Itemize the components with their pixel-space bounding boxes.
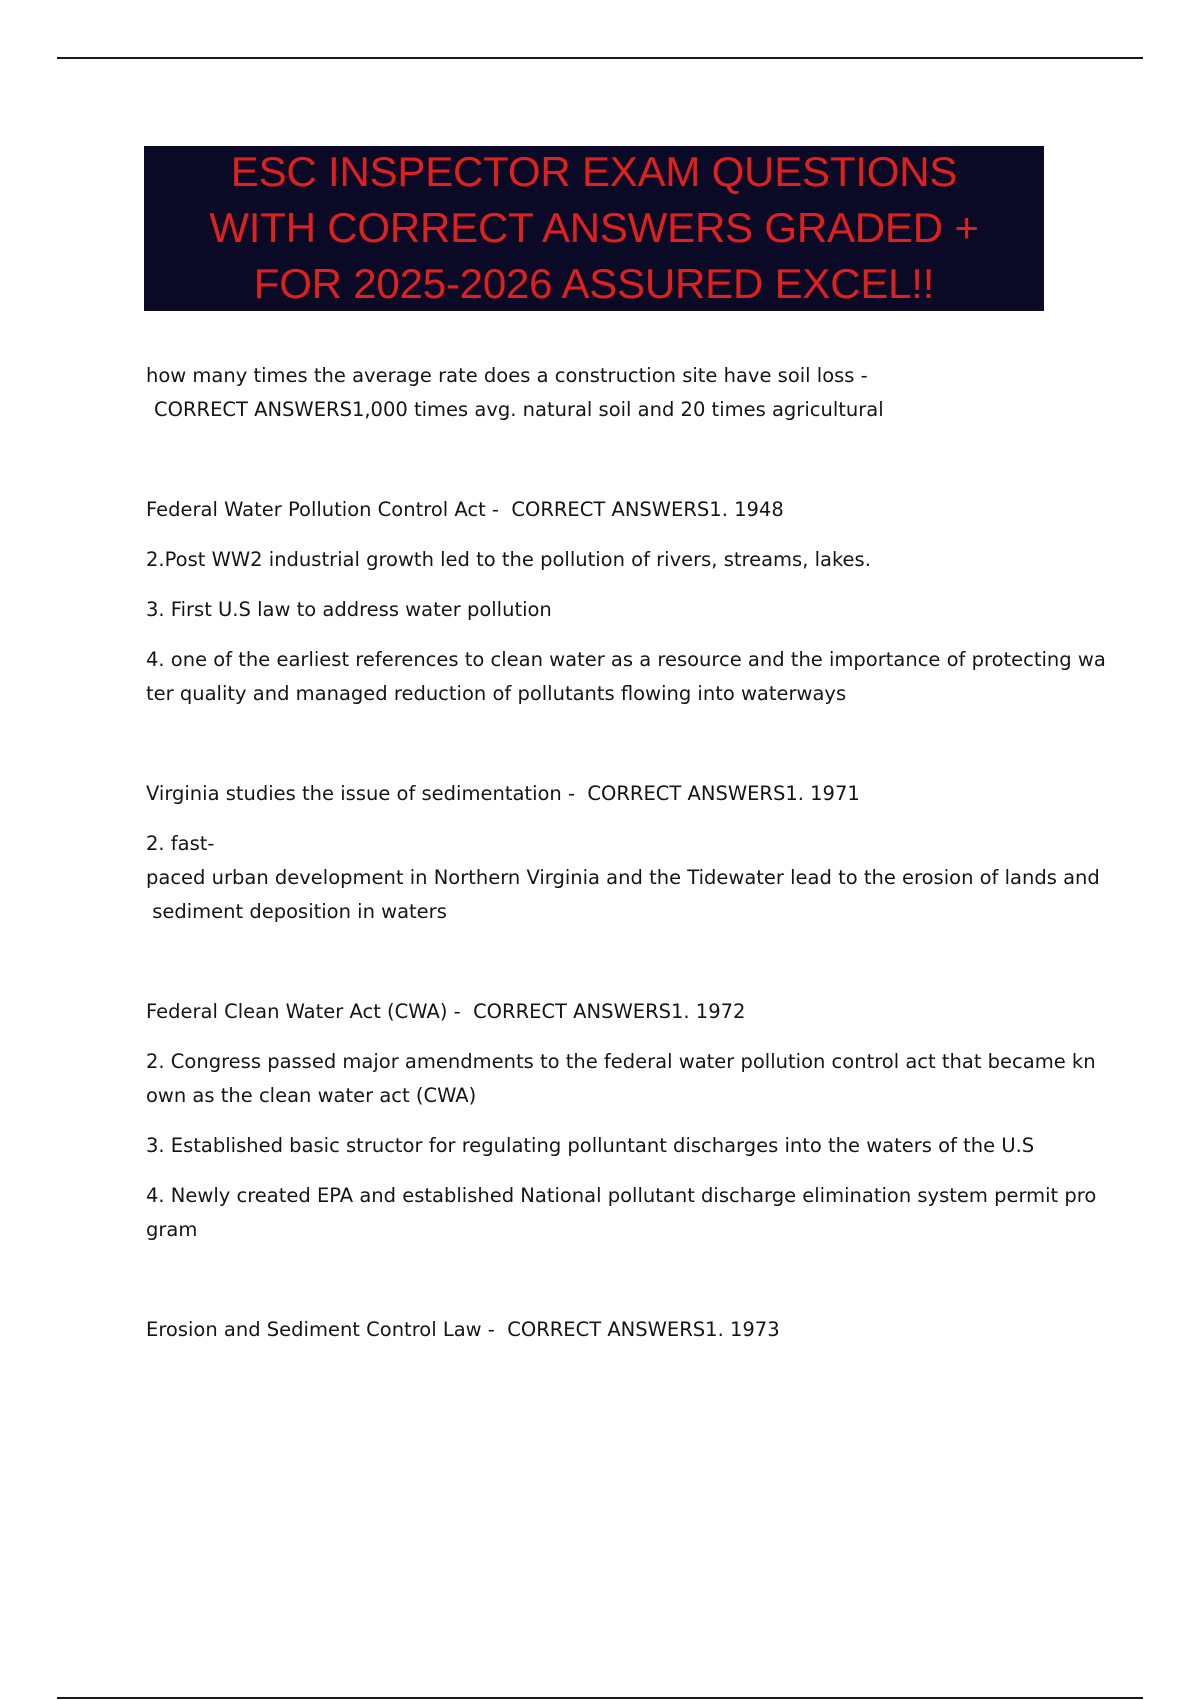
answer-point: 4. one of the earliest references to clean water as a resource and the importance of protecting wa ter quality and managed reduction of pollutants flowing into waterways — [146, 648, 1106, 705]
answer-point: 3. Established basic structor for regulating polluntant discharges into the waters of the U.S — [146, 1134, 1035, 1157]
question-text: Federal Water Pollution Control Act - CORRECT ANSWERS1. 1948 — [146, 498, 784, 521]
header-rule — [57, 57, 1143, 59]
qa-entry — [146, 1313, 1106, 1347]
qa-entry — [146, 995, 1106, 1247]
question-text: Virginia studies the issue of sedimentation - CORRECT ANSWERS1. 1971 — [146, 782, 860, 805]
qa-entry — [146, 493, 1106, 711]
title-banner — [144, 146, 1044, 311]
answer-point: 2.Post WW2 industrial growth led to the pollution of rivers, streams, lakes. — [146, 548, 871, 571]
document-title: ESC INSPECTOR EXAM QUESTIONS WITH CORRECT ANSWERS GRADED + FOR 2025-2026 ASSURED EXCEL!! — [209, 147, 979, 307]
answer-point: 3. First U.S law to address water pollution — [146, 598, 552, 621]
answer-text: CORRECT ANSWERS1,000 times avg. natural soil and 20 times agricultural — [154, 398, 884, 421]
qa-entry — [146, 777, 1106, 929]
answer-point: 2. fast- paced urban development in Northern Virginia and the Tidewater lead to the erosion of lands and sediment deposition in waters — [146, 832, 1100, 923]
question-text: Erosion and Sediment Control Law - CORRECT ANSWERS1. 1973 — [146, 1318, 780, 1341]
answer-point: 4. Newly created EPA and established National pollutant discharge elimination system permit pro gram — [146, 1184, 1097, 1241]
footer-rule — [57, 1697, 1143, 1699]
question-text: how many times the average rate does a construction site have soil loss - — [146, 364, 868, 387]
document-body — [146, 359, 1106, 1347]
qa-entry — [146, 359, 1106, 427]
question-text: Federal Clean Water Act (CWA) - CORRECT ANSWERS1. 1972 — [146, 1000, 746, 1023]
answer-point: 2. Congress passed major amendments to the federal water pollution control act that became kn own as the clean water act (CWA) — [146, 1050, 1096, 1107]
